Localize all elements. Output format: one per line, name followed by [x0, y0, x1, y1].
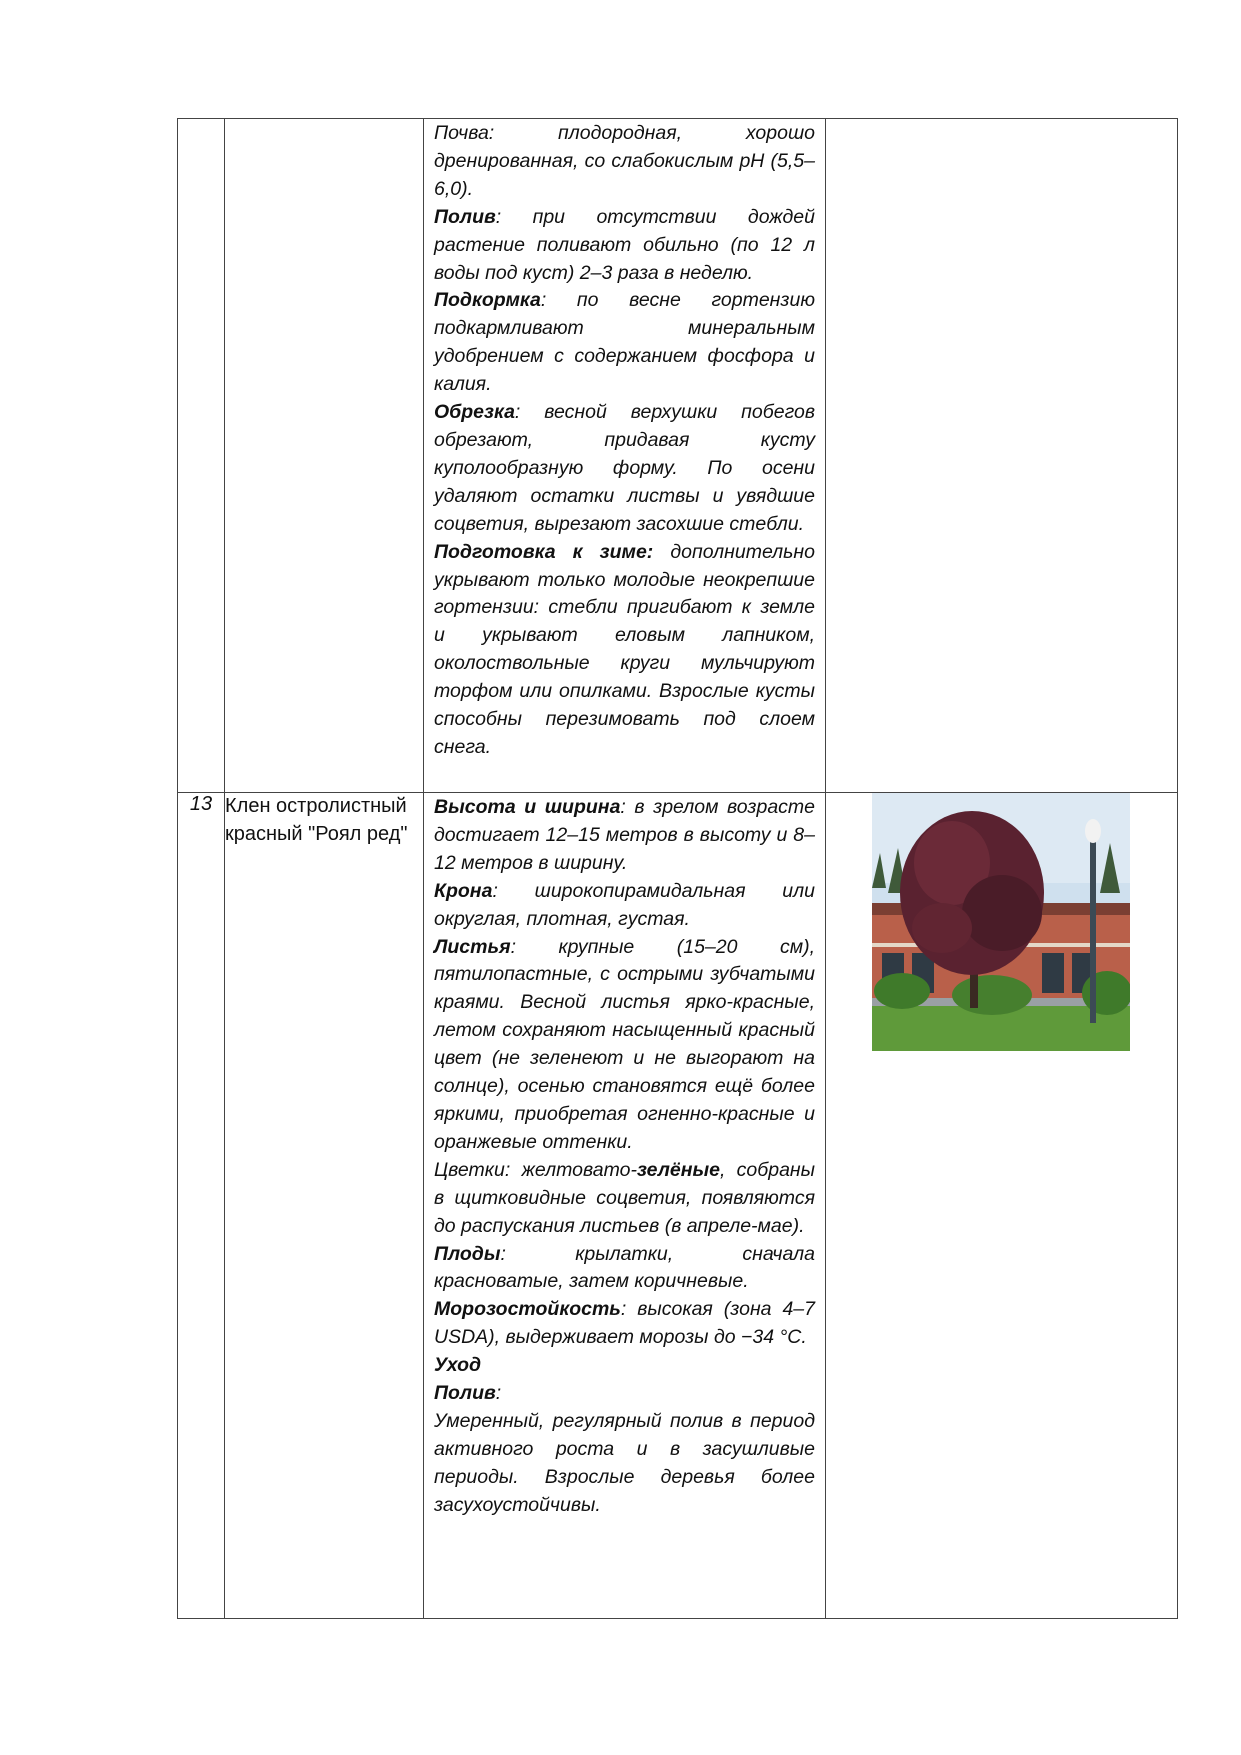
description-cell — [424, 119, 826, 793]
description-paragraph: Полив: при отсутствии дождей растение поливают обильно (по 12 л воды под куст) 2–3 раза в неделю. — [434, 205, 815, 284]
photo-cell — [826, 793, 1178, 1619]
row-number-cell: 13 — [178, 793, 225, 1619]
description-paragraph: Цветки: желтовато-зелёные, собраны в щитковидные соцветия, появляются до распускания листьев (в апреле-мае). — [434, 1158, 816, 1237]
description-paragraph: Полив: — [434, 1382, 502, 1405]
plant-name-cell: Клен остролистный красный "Роял ред" — [225, 793, 424, 1619]
description-cell — [424, 793, 826, 1619]
description-paragraph: Почва: плодородная, хорошо дренированная, со слабокислым pH (5,5–6,0). — [434, 122, 815, 200]
photo-cell — [826, 119, 1178, 793]
description-paragraph: Подготовка к зиме: дополнительно укрывают только молодые неокрепшие гортензии: стебли пригибают к земле и укрывают еловым лапником, околоствольные круги мульчируют торфом или опилками. Взрослые кусты способны перезимовать под слоем снега. — [434, 540, 815, 758]
description-paragraph: Морозостойкость: высокая (зона 4–7 USDA), выдерживает морозы до −34 °C. — [434, 1298, 815, 1349]
plant-description — [424, 793, 825, 1522]
plant-description — [424, 119, 825, 764]
description-paragraph: Умеренный, регулярный полив в период активного роста и в засушливые периоды. Взрослые деревья более засухоустойчивы. — [434, 1409, 815, 1516]
plant-name-cell — [225, 119, 424, 793]
table-row — [178, 793, 1178, 1619]
description-paragraph: Подкормка: по весне гортензию подкармливают минеральным удобрением с содержанием фосфора и калия. — [434, 289, 815, 396]
description-paragraph: Плоды: крылатки, сначала красноватые, затем коричневые. — [434, 1242, 815, 1293]
description-paragraph: Обрезка: весной верхушки побегов обрезают, придавая кусту куполообразную форму. По осени удаляют остатки листвы и увядшие соцветия, вырезают засохшие стебли. — [434, 401, 815, 535]
plants-table — [177, 118, 1178, 1619]
table-row — [178, 119, 1178, 793]
description-paragraph: Высота и ширина: в зрелом возрасте достигает 12–15 метров в высоту и 8–12 метров в ширину. — [434, 796, 815, 874]
description-paragraph: Крона: широкопирамидальная или округлая, плотная, густая. — [434, 879, 815, 930]
row-number-cell — [178, 119, 225, 793]
red-maple-tree-photo — [872, 793, 1130, 1051]
description-paragraph: Уход — [434, 1354, 482, 1377]
description-paragraph: Листья: крупные (15–20 см), пятилопастные, с острыми зубчатыми краями. Весной листья ярко-красные, летом сохраняют насыщенный красный цвет (не зеленеют и не выгорают на солнце), осенью становятся ещё более яркими, приобретая огненно-красные и оранжевые оттенки. — [434, 935, 815, 1153]
